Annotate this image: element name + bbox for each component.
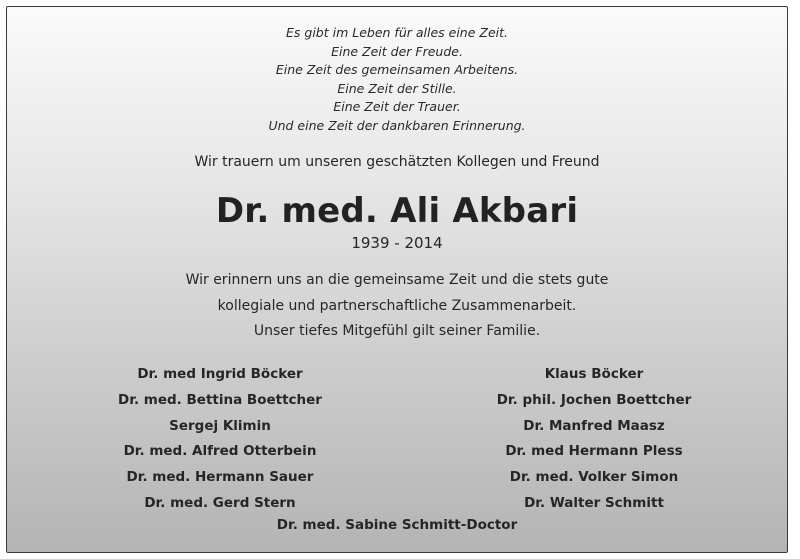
- signatory: Dr. Walter Schmitt: [524, 494, 664, 511]
- signatory-last: Dr. med. Sabine Schmitt-Doctor: [276, 517, 518, 533]
- poem-line: Und eine Zeit der dankbaren Erinnerung.: [268, 117, 526, 133]
- signatory: Dr. phil. Jochen Boettcher: [496, 391, 692, 408]
- life-years: 1939 - 2014: [351, 234, 443, 252]
- signatory: Dr. med. Gerd Stern: [144, 494, 296, 511]
- remembrance-text: [7, 268, 787, 345]
- signatories-left: [70, 362, 370, 517]
- poem: [7, 24, 787, 136]
- remembrance-line: kollegiale und partnerschaftliche Zusammenarbeit.: [217, 297, 577, 314]
- signatory: Dr. med. Volker Simon: [509, 469, 679, 486]
- poem-line: Eine Zeit der Trauer.: [333, 99, 461, 115]
- remembrance-line: Unser tiefes Mitgefühl gilt seiner Familie.: [253, 323, 541, 339]
- poem-line: Es gibt im Leben für alles eine Zeit.: [286, 25, 508, 40]
- signatory: Dr. med. Bettina Boettcher: [118, 391, 322, 408]
- poem-line: Eine Zeit der Freude.: [331, 43, 463, 59]
- poem-line: Eine Zeit des gemeinsamen Arbeitens.: [275, 62, 519, 78]
- intro-text: Wir trauern um unseren geschätzten Kollegen und Freund: [194, 154, 600, 170]
- signatory: Klaus Böcker: [544, 366, 644, 382]
- signatory: Dr. med Hermann Pless: [505, 443, 683, 460]
- signatory: Dr. med. Alfred Otterbein: [123, 443, 317, 460]
- signatory: Dr. Manfred Maasz: [523, 417, 665, 434]
- remembrance-line: Wir erinnern uns an die gemeinsame Zeit und die stets gute: [185, 272, 609, 288]
- deceased-name: Dr. med. Ali Akbari: [215, 191, 579, 231]
- signatories-right: [444, 362, 744, 517]
- signatory: Dr. med Ingrid Böcker: [137, 366, 303, 382]
- signatory: Sergej Klimin: [169, 417, 271, 434]
- signatory: Dr. med. Hermann Sauer: [126, 469, 314, 486]
- obituary-card: [6, 6, 788, 553]
- poem-line: Eine Zeit der Stille.: [337, 80, 457, 96]
